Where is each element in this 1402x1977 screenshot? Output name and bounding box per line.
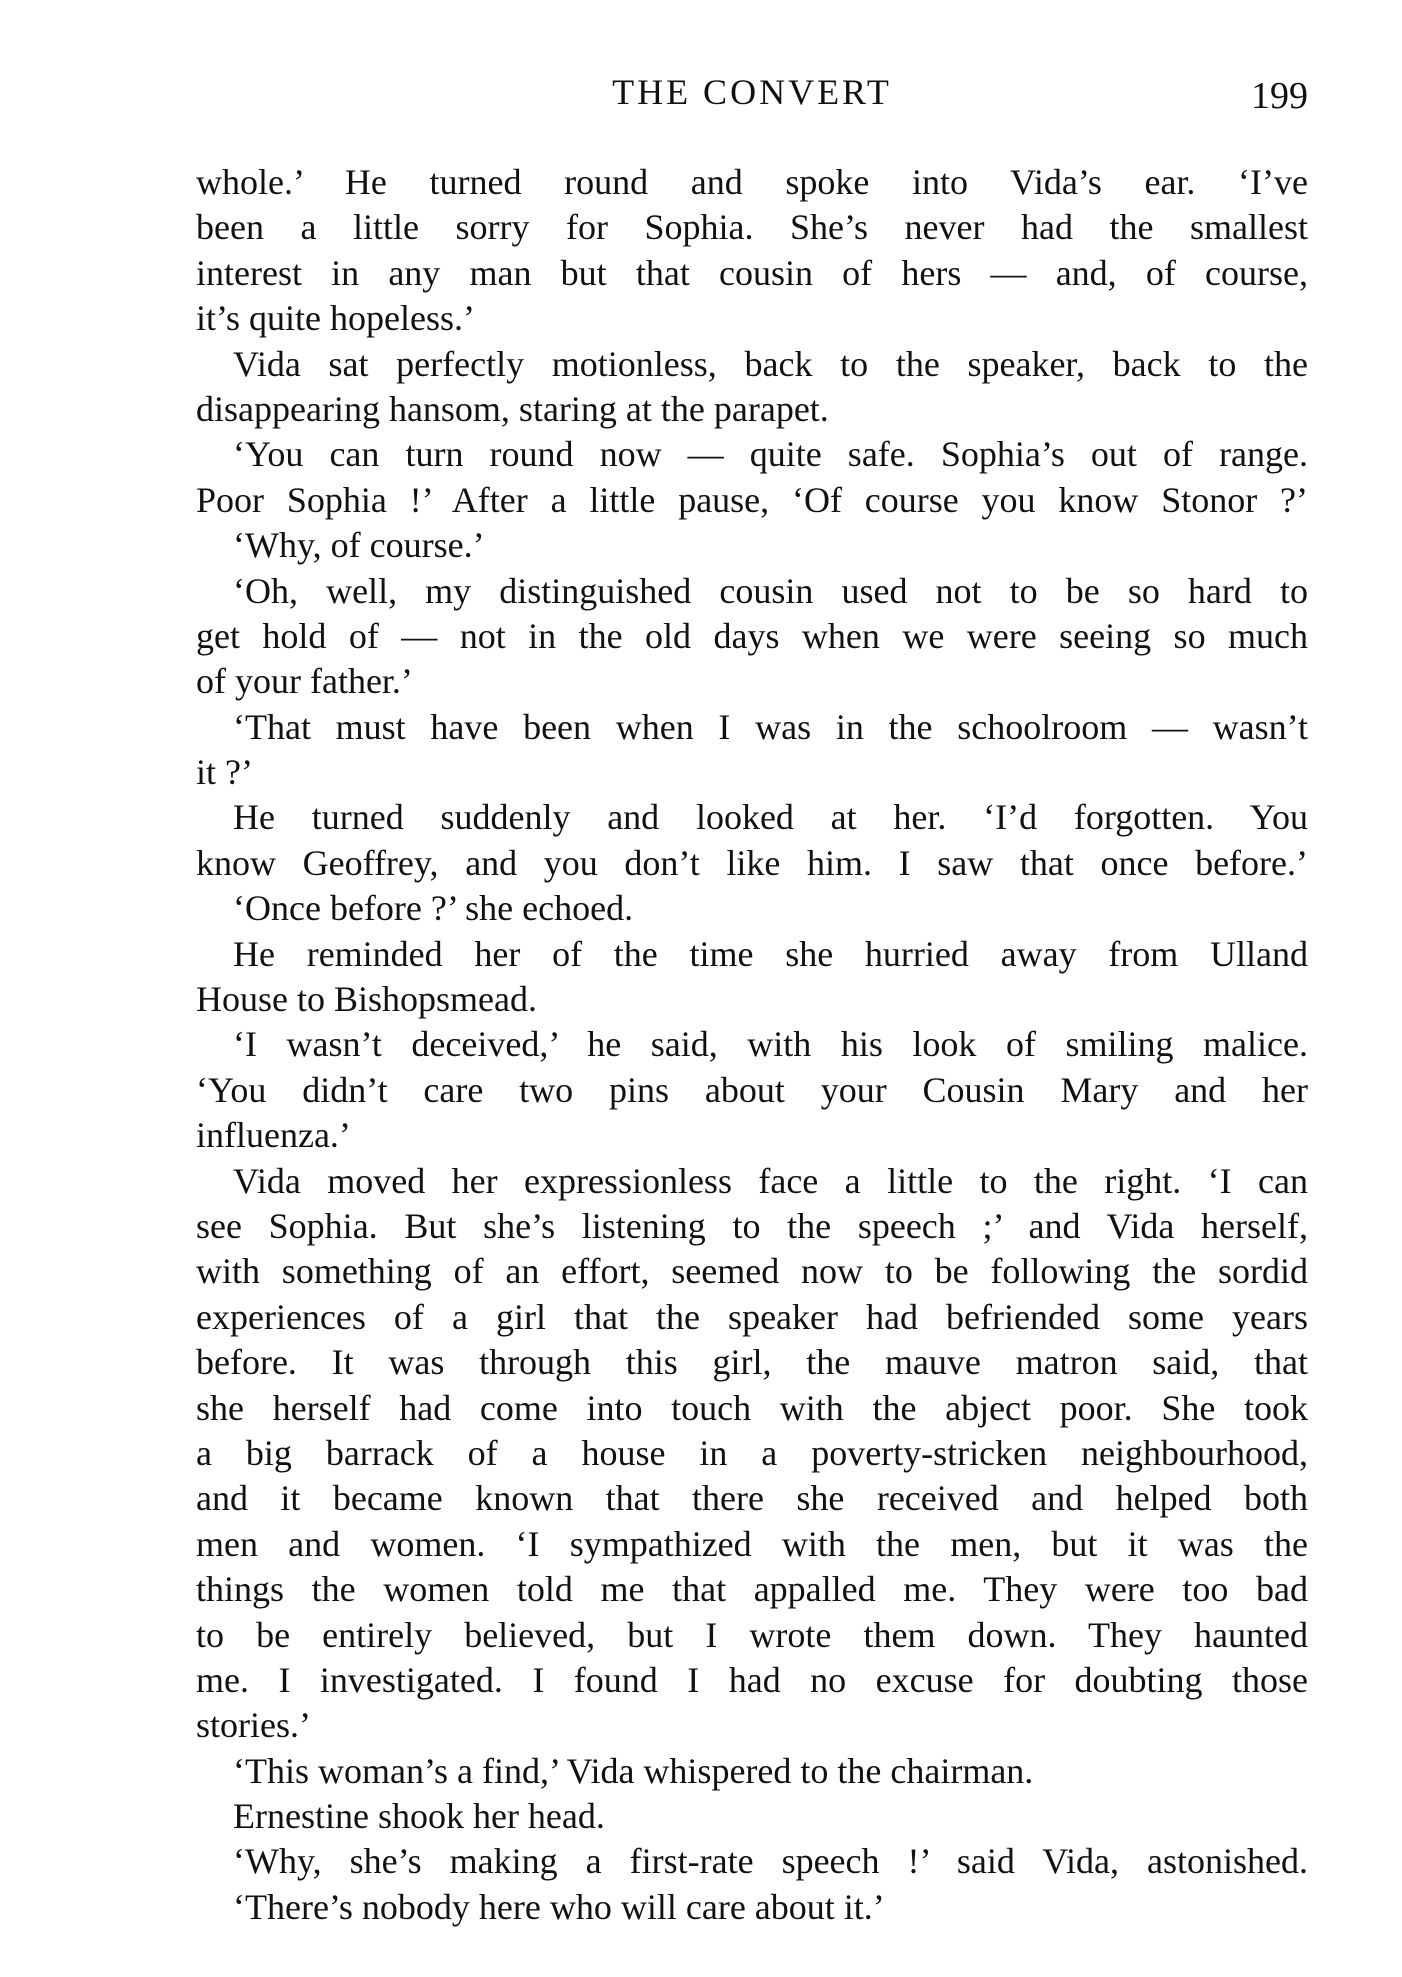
text-line: disappearing hansom, staring at the parapet. [196, 388, 829, 429]
text-line: He turned suddenly and looked at her. ‘I’d forgotten. You [233, 797, 1308, 838]
text-line: ‘Why, of course.’ [233, 525, 485, 566]
text-line: ‘Once before ?’ she echoed. [233, 888, 634, 929]
text-line: interest in any man but that cousin of hers — and, of course, [196, 252, 1308, 293]
text-line: ‘I wasn’t deceived,’ he said, with his look of smiling malice. [233, 1024, 1308, 1065]
text-line: ‘Why, she’s making a first-rate speech !’ said Vida, astonished. [233, 1841, 1308, 1882]
page-number: 199 [1251, 75, 1308, 117]
text-line: ‘This woman’s a find,’ Vida whispered to the chairman. [233, 1750, 1034, 1791]
text-line: it’s quite hopeless.’ [196, 298, 475, 339]
text-line: House to Bishopsmead. [196, 979, 537, 1020]
text-line: been a little sorry for Sophia. She’s never had the smallest [196, 207, 1308, 248]
text-line: ‘That must have been when I was in the schoolroom — wasn’t [233, 706, 1308, 747]
text-line: to be entirely believed, but I wrote them down. They haunted [196, 1614, 1308, 1655]
text-line: of your father.’ [196, 661, 413, 702]
text-line: ‘You can turn round now — quite safe. Sophia’s out of range. [233, 434, 1308, 475]
text-line: know Geoffrey, and you don’t like him. I saw that once before.’ [196, 842, 1308, 883]
text-line: it ?’ [196, 752, 253, 793]
text-line: things the women told me that appalled me. They were too bad [196, 1569, 1308, 1610]
running-title: THE CONVERT [612, 72, 892, 112]
text-line: men and women. ‘I sympathized with the men, but it was the [196, 1523, 1308, 1564]
text-line: ‘There’s nobody here who will care about it.’ [233, 1886, 885, 1927]
text-line: with something of an effort, seemed now to be following the sordid [196, 1251, 1308, 1292]
body-text [196, 160, 1308, 1930]
text-line: and it became known that there she received and helped both [196, 1478, 1308, 1519]
text-line: experiences of a girl that the speaker had befriended some years [196, 1296, 1308, 1337]
text-line: Vida moved her expressionless face a little to the right. ‘I can [233, 1160, 1308, 1201]
text-line: Ernestine shook her head. [233, 1796, 605, 1837]
text-line: stories.’ [196, 1705, 311, 1746]
text-line: ‘Oh, well, my distinguished cousin used not to be so hard to [233, 570, 1308, 611]
text-line: Vida sat perfectly motionless, back to the speaker, back to the [233, 343, 1308, 384]
text-line: before. It was through this girl, the mauve matron said, that [196, 1342, 1308, 1383]
text-line: a big barrack of a house in a poverty-stricken neighbourhood, [196, 1432, 1308, 1473]
text-line: she herself had come into touch with the abject poor. She took [196, 1387, 1308, 1428]
text-line: influenza.’ [196, 1115, 351, 1156]
text-line: get hold of — not in the old days when we were seeing so much [196, 615, 1308, 656]
text-line: see Sophia. But she’s listening to the speech ;’ and Vida herself, [196, 1205, 1308, 1246]
text-line: Poor Sophia !’ After a little pause, ‘Of course you know Stonor ?’ [196, 479, 1308, 520]
text-line: He reminded her of the time she hurried away from Ulland [233, 933, 1308, 974]
text-line: whole.’ He turned round and spoke into Vida’s ear. ‘I’ve [196, 162, 1308, 202]
running-header [196, 66, 1308, 118]
text-line: ‘You didn’t care two pins about your Cousin Mary and her [196, 1069, 1308, 1110]
text-line: me. I investigated. I found I had no excuse for doubting those [196, 1659, 1308, 1700]
